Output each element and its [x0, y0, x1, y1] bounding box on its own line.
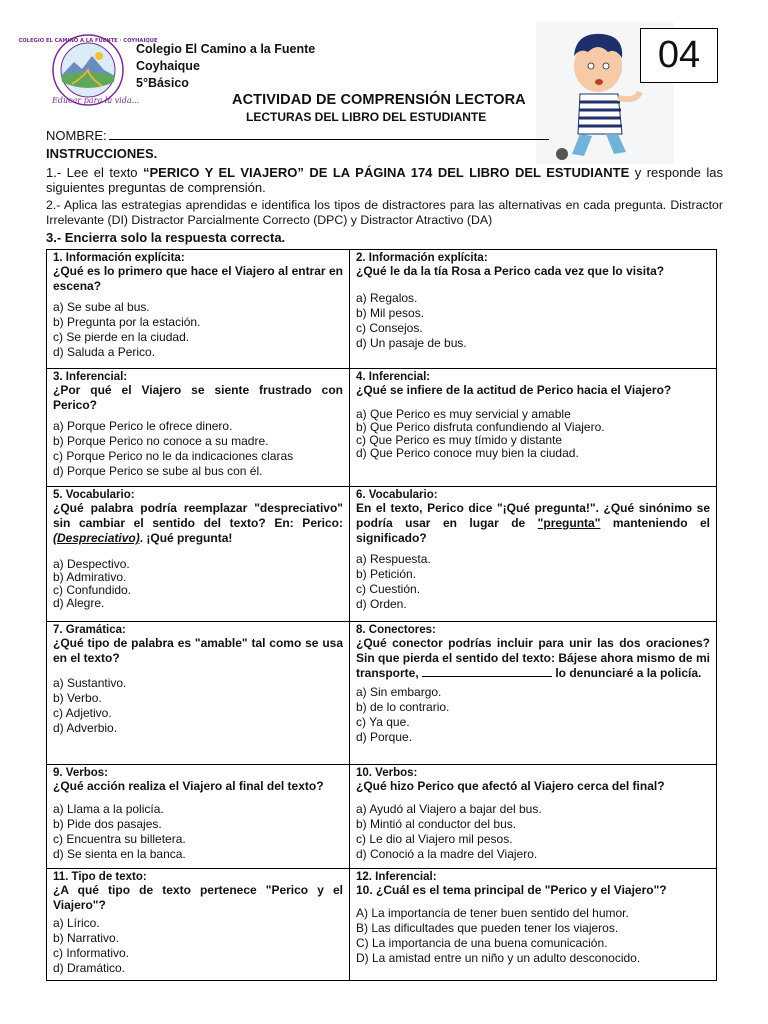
- table-row: [47, 622, 717, 765]
- option[interactable]: c) Se pierde en la ciudad.: [53, 330, 190, 344]
- options: [356, 408, 710, 460]
- options: [53, 300, 343, 360]
- page-title: ACTIVIDAD DE COMPRENSIÓN LECTORA: [232, 92, 526, 108]
- option[interactable]: d) Adverbio.: [53, 721, 118, 735]
- school-info: [136, 41, 315, 92]
- options: [356, 906, 710, 966]
- options: [356, 291, 710, 351]
- question-8: 8. Conectores: ¿Qué conector podrías incluir para unir las dos oraciones? Sin que pierda el sentido del texto: Bájese ahora mismo de mi transporte, lo denunciaré a la policía. a) Sin embargo. b) de lo contrario. c) Ya que. d) Porque.: [350, 622, 717, 765]
- option[interactable]: d) Alegre.: [53, 596, 105, 610]
- question-7: 7. Gramática: ¿Qué tipo de palabra es "amable" tal como se usa en el texto? a) Sustantivo. b) Verbo. c) Adjetivo. d) Adverbio.: [47, 622, 350, 765]
- option[interactable]: b) Porque Perico no conoce a su madre.: [53, 434, 269, 448]
- option[interactable]: a) Respuesta.: [356, 552, 431, 566]
- option[interactable]: c) Ya que.: [356, 715, 410, 729]
- instruction-3: 3.- Encierra solo la respuesta correcta.: [46, 230, 286, 245]
- options: [53, 558, 343, 610]
- option[interactable]: b) Mil pesos.: [356, 306, 425, 320]
- option[interactable]: b) de lo contrario.: [356, 700, 450, 714]
- options: [53, 676, 343, 736]
- name-field[interactable]: [46, 128, 549, 143]
- school-grade: 5°Básico: [136, 76, 189, 90]
- option[interactable]: d) Porque Perico se sube al bus con él.: [53, 464, 263, 478]
- table-row: [47, 869, 717, 981]
- option[interactable]: a) Llama a la policía.: [53, 802, 164, 816]
- option[interactable]: c) Encuentra su billetera.: [53, 832, 186, 846]
- name-blank-line[interactable]: [109, 129, 549, 140]
- options: [53, 802, 343, 862]
- table-row: [47, 487, 717, 622]
- option[interactable]: b) Pregunta por la estación.: [53, 315, 201, 329]
- option[interactable]: c) Que Perico es muy tímido y distante: [356, 433, 563, 447]
- school-name: Colegio El Camino a la Fuente: [136, 42, 316, 56]
- option[interactable]: b) Narrativo.: [53, 931, 120, 945]
- table-row: [47, 765, 717, 869]
- page-subtitle: LECTURAS DEL LIBRO DEL ESTUDIANTE: [246, 110, 487, 124]
- options: [356, 685, 710, 745]
- question-11: 11. Tipo de texto: ¿A qué tipo de texto pertenece "Perico y el Viajero"? a) Lírico. b) Narrativo. c) Informativo. d) Dramático.: [47, 869, 350, 981]
- option[interactable]: a) Despectivo.: [53, 557, 130, 571]
- option[interactable]: d) Se sienta en la banca.: [53, 847, 186, 861]
- option[interactable]: c) Cuestión.: [356, 582, 421, 596]
- option[interactable]: b) Mintió al conductor del bus.: [356, 817, 517, 831]
- activity-number: 04: [640, 28, 718, 83]
- question-5: 5. Vocabulario: ¿Qué palabra podría reemplazar "despreciativo" sin cambiar el sentido del texto? En: Perico: (Despreciativo). ¡Qué pregunta! a) Despectivo. b) Admirativo. c) Confundido. d) Alegre.: [47, 487, 350, 622]
- option[interactable]: c) Le dio al Viajero mil pesos.: [356, 832, 513, 846]
- option[interactable]: a) Regalos.: [356, 291, 418, 305]
- option[interactable]: c) Consejos.: [356, 321, 423, 335]
- answer-blank[interactable]: [422, 666, 552, 677]
- option[interactable]: d) Que Perico conoce muy bien la ciudad.: [356, 446, 579, 460]
- question-12: 12. Inferencial: 10. ¿Cuál es el tema principal de "Perico y el Viajero"? A) La importancia de tener buen sentido del humor. B) Las dificultades que pueden tener los viajeros. C) La importancia de una buena comunicación. D) La amistad entre un niño y un adulto desconocido.: [350, 869, 717, 981]
- option[interactable]: d) Un pasaje de bus.: [356, 336, 467, 350]
- question-6: 6. Vocabulario: En el texto, Perico dice "¡Qué pregunta!". ¿Qué sinónimo se podría usar en lugar de "pregunta" manteniendo el significado? a) Respuesta. b) Petición. c) Cuestión. d) Orden.: [350, 487, 717, 622]
- option[interactable]: a) Se sube al bus.: [53, 300, 150, 314]
- question-2: 2. Información explícita: ¿Qué le da la tía Rosa a Perico cada vez que lo visita? a) Regalos. b) Mil pesos. c) Consejos. d) Un pasaje de bus.: [350, 250, 717, 369]
- question-9: 9. Verbos: ¿Qué acción realiza el Viajero al final del texto? a) Llama a la policía. b) Pide dos pasajes. c) Encuentra su billetera. d) Se sienta en la banca.: [47, 765, 350, 869]
- instruction-1: 1.- Lee el texto “PERICO Y EL VIAJERO” DE LA PÁGINA 174 DEL LIBRO DEL ESTUDIANTE y responde las siguientes preguntas de comprensión.: [46, 165, 723, 195]
- instructions-title: INSTRUCCIONES.: [46, 146, 158, 161]
- option[interactable]: d) Porque.: [356, 730, 413, 744]
- school-city: Coyhaique: [136, 59, 200, 73]
- option[interactable]: b) Que Perico disfruta confundiendo al Viajero.: [356, 420, 605, 434]
- option[interactable]: c) Porque Perico no le da indicaciones claras: [53, 449, 294, 463]
- option[interactable]: D) La amistad entre un niño y un adulto desconocido.: [356, 951, 641, 965]
- question-4: 4. Inferencial: ¿Qué se infiere de la actitud de Perico hacia el Viajero? a) Que Perico es muy servicial y amable b) Que Perico disfruta confundiendo al Viajero. c) Que Perico es muy tímido y distante d) Que Perico conoce muy bien la ciudad.: [350, 369, 717, 487]
- option[interactable]: c) Informativo.: [53, 946, 130, 960]
- question-3: 3. Inferencial: ¿Por qué el Viajero se siente frustrado con Perico? a) Porque Perico le ofrece dinero. b) Porque Perico no conoce a su madre. c) Porque Perico no le da indicaciones claras d) Porque Perico se sube al bus con él.: [47, 369, 350, 487]
- option[interactable]: d) Conoció a la madre del Viajero.: [356, 847, 538, 861]
- options: [53, 916, 343, 976]
- option[interactable]: a) Sin embargo.: [356, 685, 442, 699]
- option[interactable]: a) Lírico.: [53, 916, 100, 930]
- option[interactable]: b) Petición.: [356, 567, 417, 581]
- option[interactable]: d) Dramático.: [53, 961, 126, 975]
- option[interactable]: a) Sustantivo.: [53, 676, 127, 690]
- option[interactable]: b) Admirativo.: [53, 570, 127, 584]
- option[interactable]: b) Pide dos pasajes.: [53, 817, 162, 831]
- options: [356, 802, 710, 862]
- question-10: 10. Verbos: ¿Qué hizo Perico que afectó al Viajero cerca del final? a) Ayudó al Viajero a bajar del bus. b) Mintió al conductor del bus. c) Le dio al Viajero mil pesos. d) Conoció a la madre del Viajero.: [350, 765, 717, 869]
- logo-tagline: Educar para la vida...: [52, 96, 140, 105]
- name-label: NOMBRE:: [46, 128, 107, 143]
- options: [356, 552, 710, 612]
- option[interactable]: c) Adjetivo.: [53, 706, 112, 720]
- option[interactable]: B) Las dificultades que pueden tener los viajeros.: [356, 921, 619, 935]
- option[interactable]: d) Saluda a Perico.: [53, 345, 156, 359]
- option[interactable]: b) Verbo.: [53, 691, 102, 705]
- svg-text:COLEGIO EL CAMINO A LA FUENTE: COLEGIO EL CAMINO A LA FUENTE · COYHAIQUE: [18, 38, 158, 44]
- table-row: [47, 250, 717, 369]
- table-row: [47, 369, 717, 487]
- option[interactable]: C) La importancia de una buena comunicación.: [356, 936, 608, 950]
- option[interactable]: a) Que Perico es muy servicial y amable: [356, 407, 571, 421]
- option[interactable]: A) La importancia de tener buen sentido del humor.: [356, 906, 629, 920]
- option[interactable]: c) Confundido.: [53, 583, 132, 597]
- option[interactable]: a) Porque Perico le ofrece dinero.: [53, 419, 233, 433]
- instruction-2: 2.- Aplica las estrategias aprendidas e identifica los tipos de distractores para las alternativas en cada pregunta. Distractor Irrelevante (DI) Distractor Parcialmente Correcto (DPC) y Distractor Atractivo (DA): [46, 198, 723, 227]
- option[interactable]: d) Orden.: [356, 597, 407, 611]
- options: [53, 419, 343, 479]
- question-1: 1. Información explícita: ¿Qué es lo primero que hace el Viajero al entrar en escena? a) Se sube al bus. b) Pregunta por la estación. c) Se pierde en la ciudad. d) Saluda a Perico.: [47, 250, 350, 369]
- questions-table: [46, 249, 717, 981]
- option[interactable]: a) Ayudó al Viajero a bajar del bus.: [356, 802, 542, 816]
